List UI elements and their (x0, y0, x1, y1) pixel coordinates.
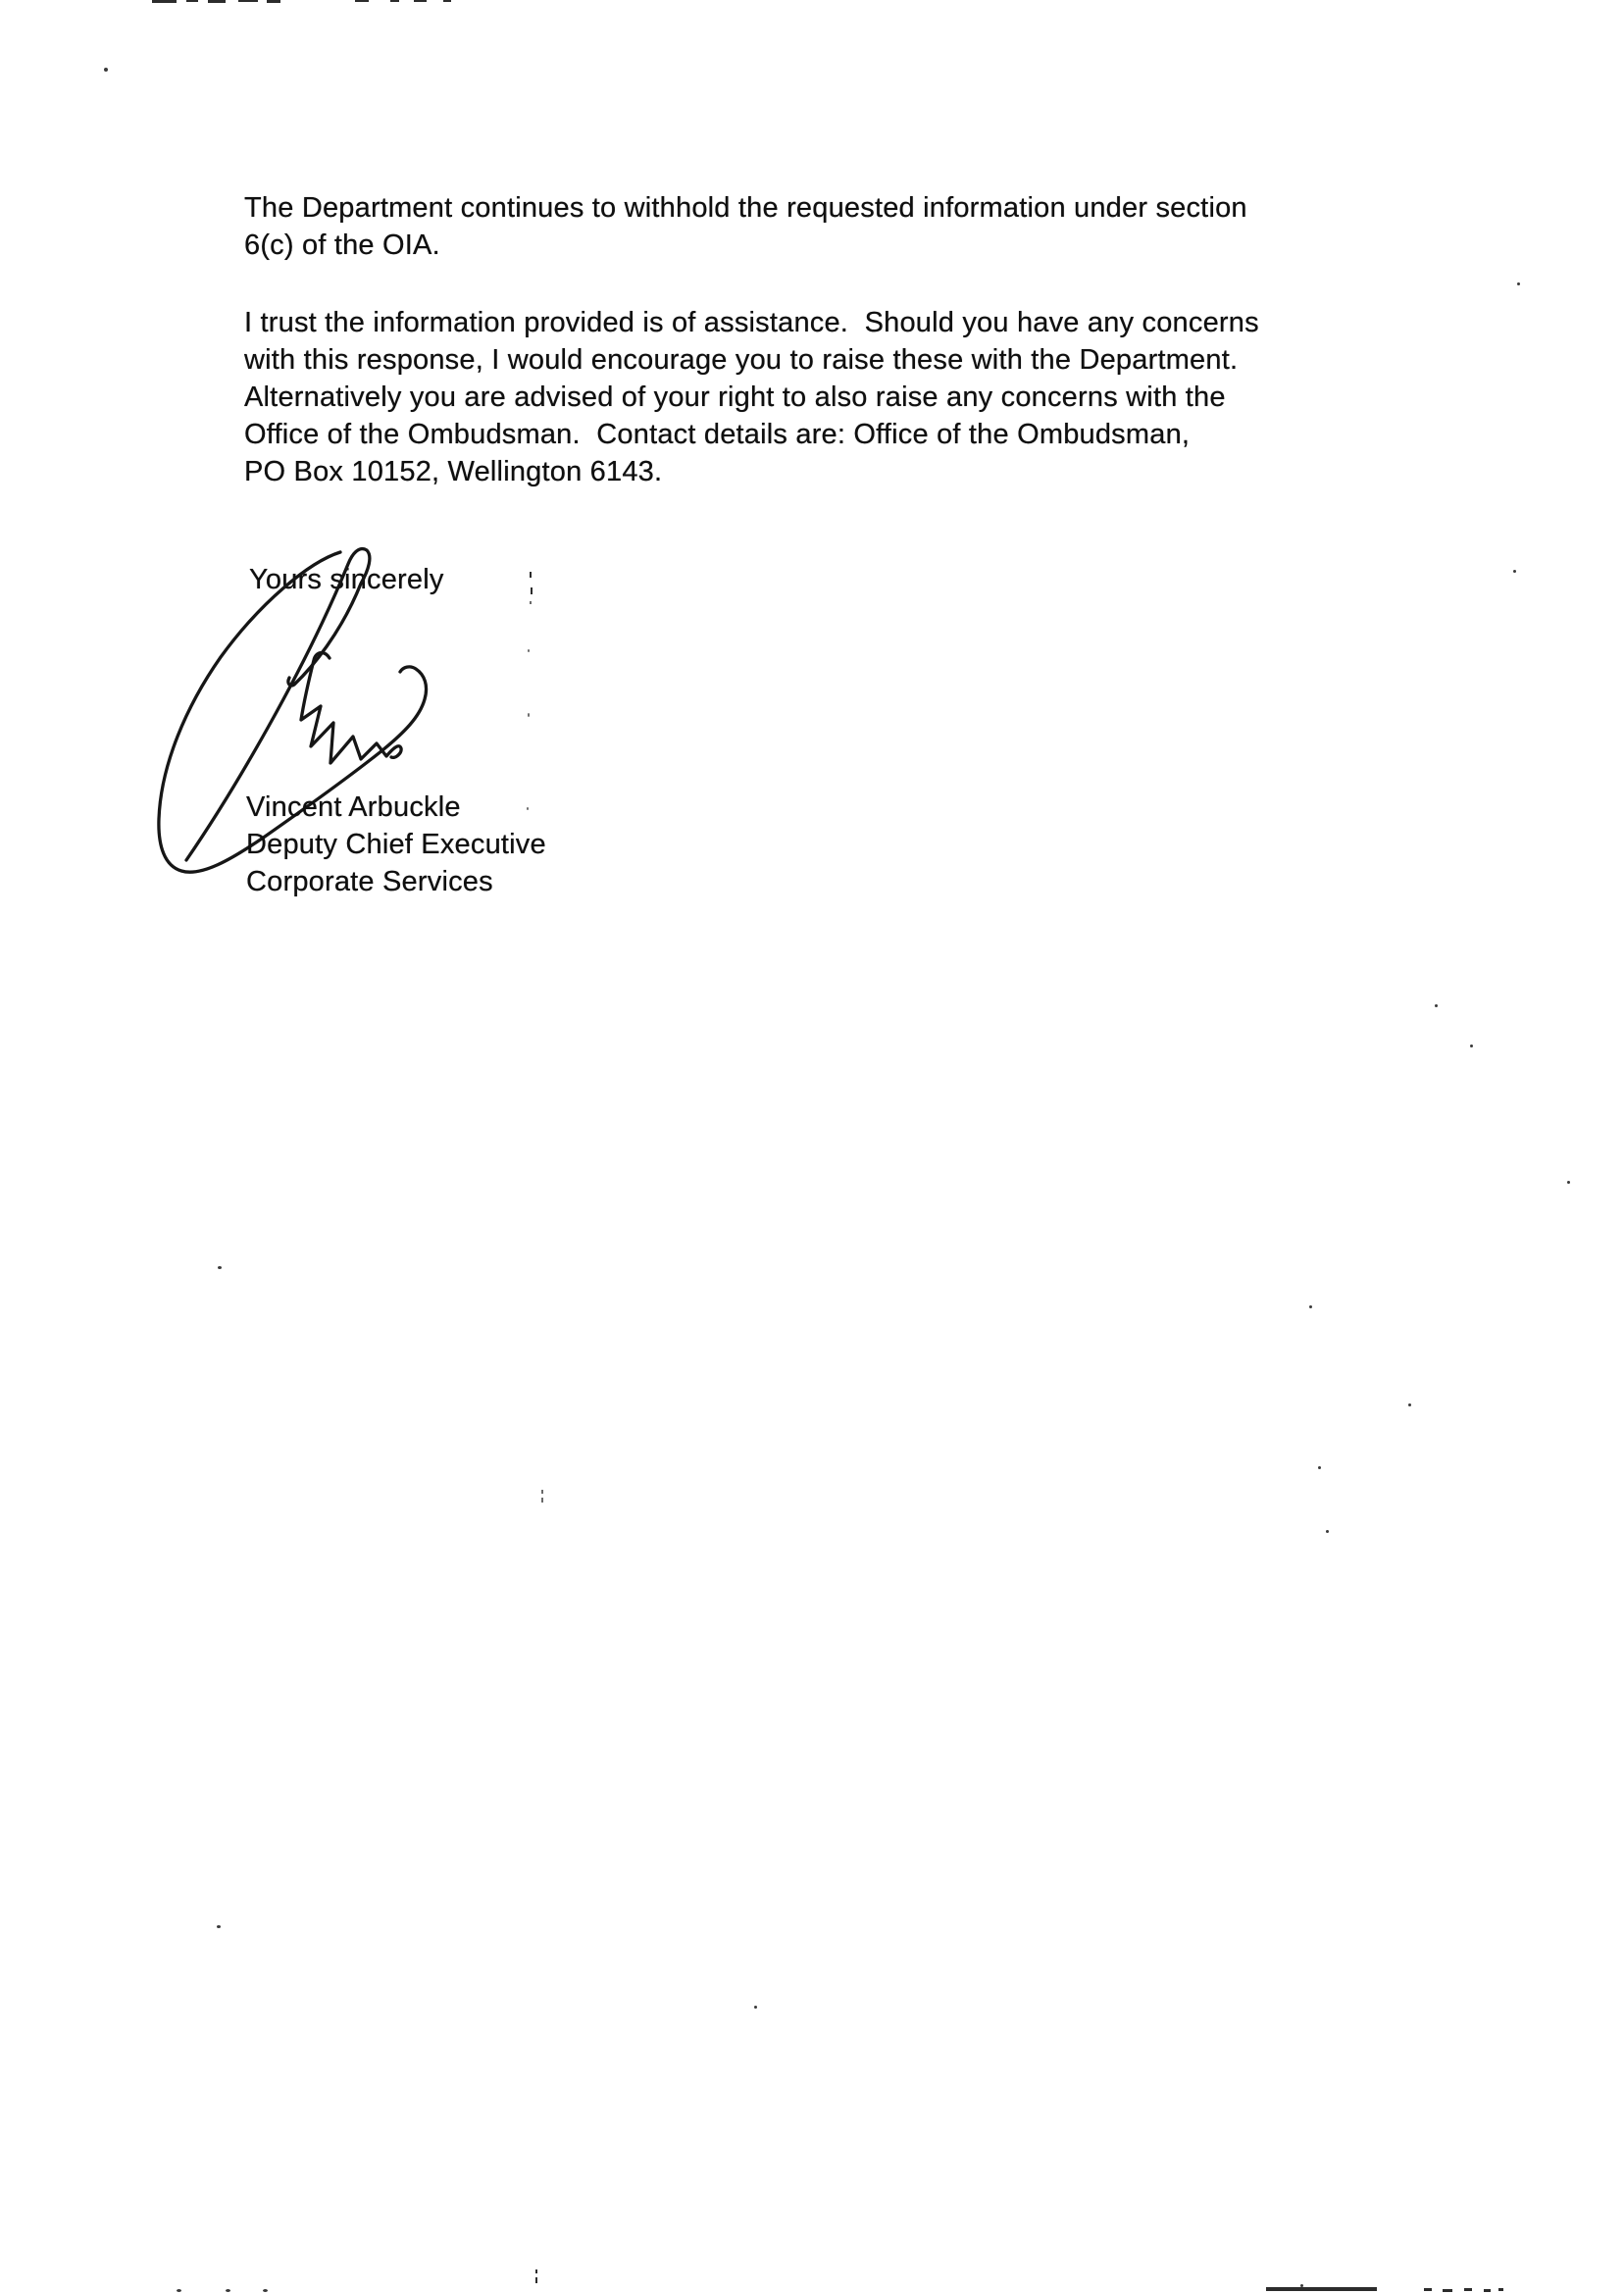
scan-speck (1318, 1466, 1321, 1469)
scan-speck (1408, 1403, 1411, 1406)
signatory-department: Corporate Services (246, 866, 493, 897)
scan-edge-dash (1266, 2287, 1377, 2291)
paragraph-line: 6(c) of the OIA. (244, 229, 440, 261)
scan-edge-dash (443, 0, 451, 2)
paragraph-withholding (244, 189, 1247, 264)
scan-streak-mark (535, 2269, 537, 2273)
scan-edge-dash (390, 0, 399, 2)
scan-edge-dash (1464, 2288, 1472, 2291)
scan-edge-dash (208, 0, 226, 3)
scan-edge-dash (1443, 2289, 1452, 2292)
scan-speck (1517, 282, 1520, 285)
scan-speck (528, 713, 530, 717)
scan-speck (218, 1266, 222, 1269)
paragraph-line: Alternatively you are advised of your right to also raise any concerns with the (244, 382, 1226, 413)
scan-speck (527, 807, 529, 810)
signatory-title: Deputy Chief Executive (246, 829, 546, 860)
paragraph-assistance-ombudsman (244, 304, 1259, 490)
scan-speck (1470, 1045, 1473, 1047)
scan-speck (528, 649, 530, 652)
closing-text: Yours sincerely (249, 564, 444, 595)
paragraph-line: PO Box 10152, Wellington 6143. (244, 456, 663, 487)
scan-speck (1567, 1181, 1570, 1184)
scan-edge-dot (226, 2289, 230, 2292)
signatory-block (246, 789, 546, 900)
scan-edge-dash (1498, 2288, 1503, 2291)
scan-speck (217, 1925, 221, 1928)
scan-streak-mark (541, 1498, 543, 1503)
scan-speck (104, 68, 108, 72)
scan-edge-dash (355, 0, 369, 2)
scan-edge-dash (186, 0, 198, 2)
paragraph-line: with this response, I would encourage you to raise these with the Department. (244, 344, 1239, 376)
scan-speck (1435, 1004, 1438, 1007)
scan-edge-dash (152, 0, 177, 3)
scan-streak-mark (531, 587, 533, 594)
scan-edge-dash (414, 0, 427, 2)
scan-edge-dash (1424, 2288, 1432, 2291)
scan-speck (1326, 1530, 1329, 1533)
scan-speck (1513, 570, 1516, 573)
scan-speck (754, 2006, 757, 2009)
scan-streak-mark (530, 572, 532, 578)
scan-speck (1309, 1305, 1312, 1308)
scan-streak-mark (530, 601, 532, 604)
scan-edge-dash (1484, 2289, 1491, 2292)
signatory-name: Vincent Arbuckle (246, 791, 461, 823)
scan-edge-dash (267, 0, 280, 3)
scan-streak-mark (541, 1490, 543, 1494)
scan-edge-dot (177, 2289, 181, 2292)
scan-edge-dot (263, 2289, 268, 2292)
scan-streak-mark (535, 2277, 537, 2283)
paragraph-line: The Department continues to withhold the requested information under section (244, 192, 1247, 224)
paragraph-line: Office of the Ombudsman. Contact details are: Office of the Ombudsman, (244, 419, 1191, 450)
paragraph-line: I trust the information provided is of assistance. Should you have any concerns (244, 307, 1259, 338)
scan-edge-dash (238, 0, 258, 2)
